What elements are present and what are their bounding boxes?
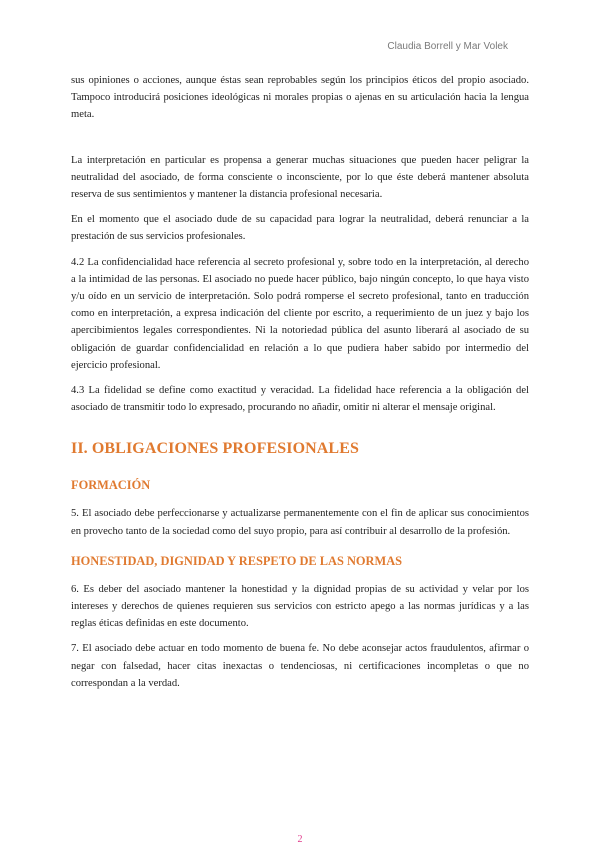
page-number: 2	[297, 834, 303, 845]
section-heading-obligaciones: II. OBLIGACIONES PROFESIONALES	[71, 440, 359, 458]
paragraph-fidelity: 4.3 La fidelidad se define como exactitud y veracidad. La fidelidad hace referencia a la obligación del asociado de transmitir todo lo expresado, procurando no añadir, omitir ni alterar el mensaje original.	[71, 385, 529, 414]
paragraph-renounce-services: En el momento que el asociado dude de su capacidad para lograr la neutralidad, deberá renunciar a la prestación de sus servicios profesionales.	[71, 214, 529, 243]
document-body	[71, 72, 529, 692]
page-header: Claudia Borrell y Mar Volek	[387, 41, 508, 52]
paragraph-neutrality-end: sus opiniones o acciones, aunque éstas sean reprobables según los principios éticos del propio asociado. Tampoco introducirá posiciones ideológicas ni morales propias o ajenas en su articulación hacia la lengua meta.	[71, 75, 529, 121]
paragraph-honestidad: 6. Es deber del asociado mantener la honestidad y la dignidad propias de su actividad y velar por los intereses y derechos de quienes requieren sus servicios con estricto apego a las normas jurídicas y a las reglas éticas definidas en este documento.	[71, 583, 529, 630]
subheading-formacion: FORMACIÓN	[71, 478, 151, 493]
paragraph-buena-fe: 7. El asociado debe actuar en todo momento de buena fe. No debe aconsejar actos fraudulentos, afirmar o negar con falsedad, hacer citas inexactas o tendenciosas, ni certificaciones incompletas o que no correspondan a la verdad.	[71, 643, 529, 689]
subheading-honestidad: HONESTIDAD, DIGNIDAD Y RESPETO DE LAS NORMAS	[71, 553, 403, 568]
paragraph-confidentiality: 4.2 La confidencialidad hace referencia al secreto profesional y, sobre todo en la interpretación, al derecho a la intimidad de las personas. El asociado no puede hacer público, bajo ningún concepto, lo que haya visto y/u oído en un servicio de interpretación. Solo podrá romperse el secreto profesional, tanto en traducción como en interpretación, a expresa indicación del cliente por escrito, a requerimiento de un juez y bajo los apercibimientos legales correspondientes. Ni la notoriedad pública del asunto liberará al asociado de su obligación de guardar confidencialidad en relación a lo que pudiera haber sabido por intermedio del ejercicio profesional.	[71, 256, 529, 371]
paragraph-interpretation-neutrality: La interpretación en particular es propensa a generar muchas situaciones que pueden hacer peligrar la neutralidad del asociado, de forma consciente o inconsciente, por lo que éste deberá mantener absoluta reserva de sus sentimientos y mantener la distancia profesional necesaria.	[71, 154, 529, 201]
paragraph-formacion: 5. El asociado debe perfeccionarse y actualizarse permanentemente con el fin de aplicar sus conocimientos en provecho tanto de la sociedad como del suyo propio, para así contribuir al desarrollo de la profesión.	[71, 508, 529, 537]
